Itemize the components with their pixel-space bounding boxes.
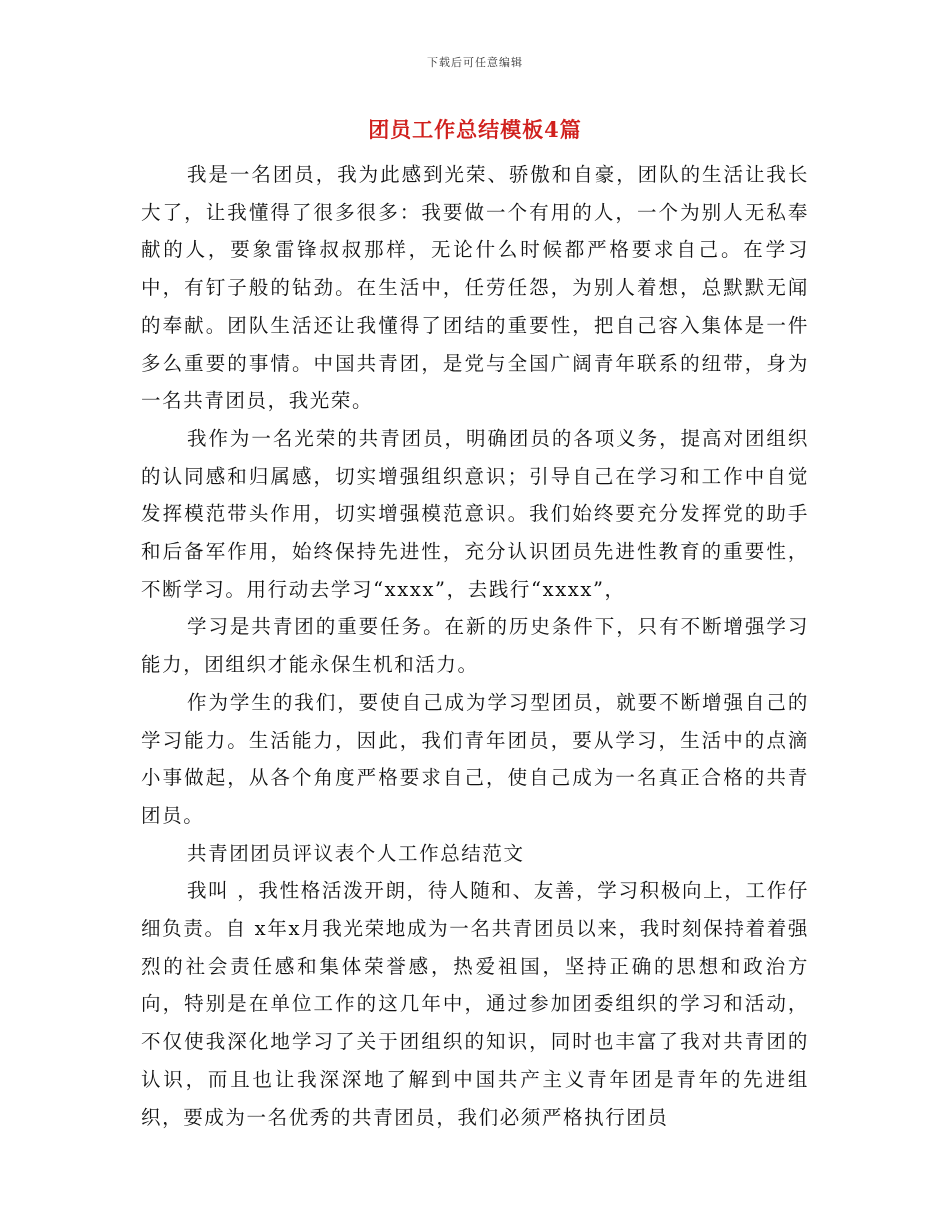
paragraph: 学习是共青团的重要任务。在新的历史条件下，只有不断增强学习能力，团组织才能永保生机和活力。	[141, 615, 809, 677]
document-body	[141, 156, 809, 1136]
document-title: 团员工作总结模板4篇	[368, 117, 582, 142]
paragraph: 作为学生的我们，要使自己成为学习型团员，就要不断增强自己的学习能力。生活能力，因此，我们青年团员，要从学习，生活中的点滴小事做起，从各个角度严格要求自己，使自己成为一名真正合格的共青团员。	[141, 690, 809, 827]
section-heading: 共青团团员评议表个人工作总结范文	[187, 841, 525, 865]
paragraph: 我叫 ，我性格活泼开朗，待人随和、友善，学习积极向上，工作仔细负责。自 x年x月我光荣地成为一名共青团员以来，我时刻保持着着强烈的社会责任感和集体荣誉感，热爱祖国，坚持正确的思想和政治方向，特别是在单位工作的这几年中，通过参加团委组织的学习和活动，不仅使我深化地学习了关于团组织的知识，同时也丰富了我对共青团的认识，而且也让我深深地了解到中国共产主义青年团是青年的先进组织，要成为一名优秀的共青团员，我们必须严格执行团员	[141, 879, 809, 1129]
header-note: 下载后可任意编辑	[427, 56, 523, 69]
paragraph: 我作为一名光荣的共青团员，明确团员的各项义务，提高对团组织的认同感和归属感，切实增强组织意识；引导自己在学习和工作中自觉发挥模范带头作用，切实增强模范意识。我们始终要充分发挥党的助手和后备军作用，始终保持先进性，充分认识团员先进性教育的重要性，不断学习。用行动去学习“xxxx”，去践行“xxxx”，	[141, 426, 809, 601]
paragraph: 我是一名团员，我为此感到光荣、骄傲和自豪，团队的生活让我长大了，让我懂得了很多很多：我要做一个有用的人，一个为别人无私奉献的人，要象雷锋叔叔那样，无论什么时候都严格要求自己。在学习中，有钉子般的钻劲。在生活中，任劳任怨，为别人着想，总默默无闻的奉献。团队生活还让我懂得了团结的重要性，把自己容入集体是一件多么重要的事情。中国共青团，是党与全国广阔青年联系的纽带，身为一名共青团员，我光荣。	[141, 163, 809, 413]
